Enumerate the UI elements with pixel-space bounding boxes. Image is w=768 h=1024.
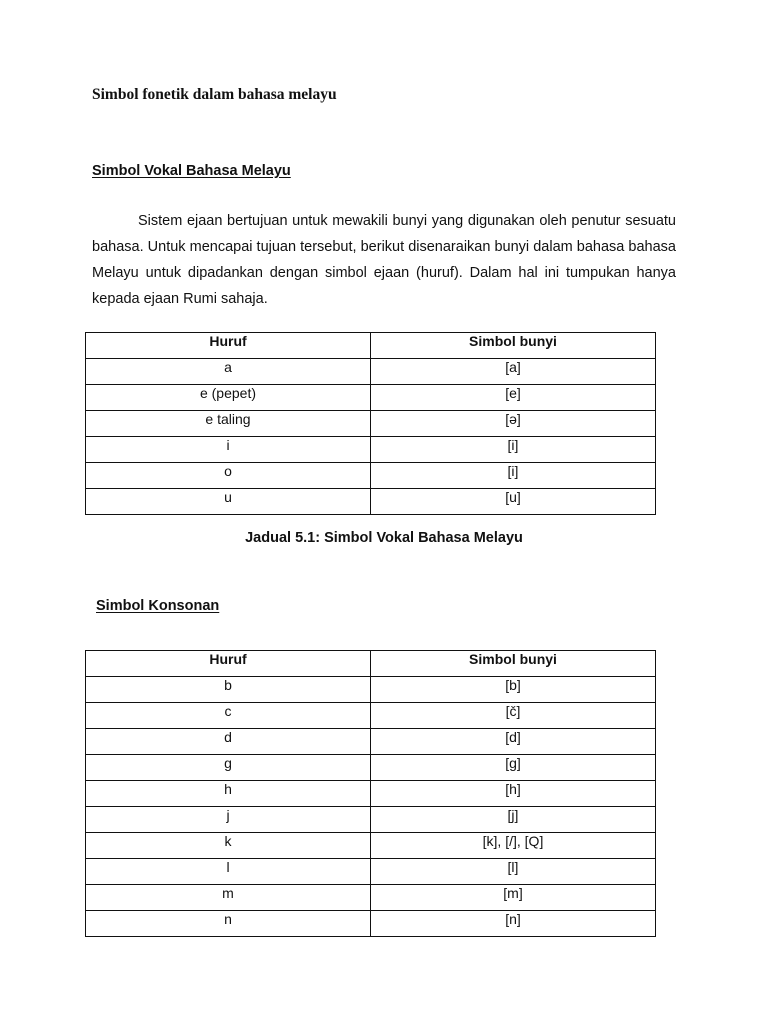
simbol-cell: [č] <box>371 703 656 729</box>
table-row <box>86 411 656 437</box>
vokal-section-heading: Simbol Vokal Bahasa Melayu <box>92 163 291 179</box>
simbol-cell: [i] <box>371 463 656 489</box>
table-row <box>86 755 656 781</box>
simbol-cell: [u] <box>371 489 656 515</box>
table-row <box>86 437 656 463</box>
simbol-cell: [d] <box>371 729 656 755</box>
huruf-cell: k <box>86 833 371 859</box>
vokal-table-header-row <box>86 333 656 359</box>
huruf-cell: o <box>86 463 371 489</box>
vokal-header-huruf: Huruf <box>86 333 371 359</box>
table-row <box>86 489 656 515</box>
huruf-cell: e taling <box>86 411 371 437</box>
simbol-cell: [a] <box>371 359 656 385</box>
simbol-cell: [b] <box>371 677 656 703</box>
konsonan-section-heading: Simbol Konsonan <box>96 598 220 614</box>
huruf-cell: l <box>86 859 371 885</box>
vokal-header-simbol: Simbol bunyi <box>371 333 656 359</box>
table-row <box>86 885 656 911</box>
simbol-cell: [j] <box>371 807 656 833</box>
simbol-cell: [k], [/], [Q] <box>371 833 656 859</box>
table-row <box>86 359 656 385</box>
simbol-cell: [l] <box>371 859 656 885</box>
table-row <box>86 677 656 703</box>
huruf-cell: b <box>86 677 371 703</box>
simbol-cell: [e] <box>371 385 656 411</box>
huruf-cell: e (pepet) <box>86 385 371 411</box>
vokal-table <box>85 332 656 515</box>
konsonan-table <box>85 650 656 937</box>
simbol-cell: [m] <box>371 885 656 911</box>
simbol-cell: [i] <box>371 437 656 463</box>
huruf-cell: d <box>86 729 371 755</box>
huruf-cell: h <box>86 781 371 807</box>
simbol-cell: [g] <box>371 755 656 781</box>
table-row <box>86 807 656 833</box>
table-row <box>86 911 656 937</box>
table-row <box>86 781 656 807</box>
table-row <box>86 833 656 859</box>
table-row <box>86 385 656 411</box>
table-row <box>86 463 656 489</box>
huruf-cell: j <box>86 807 371 833</box>
huruf-cell: n <box>86 911 371 937</box>
konsonan-header-simbol: Simbol bunyi <box>371 651 656 677</box>
vokal-table-caption: Jadual 5.1: Simbol Vokal Bahasa Melayu <box>245 530 523 546</box>
huruf-cell: i <box>86 437 371 463</box>
intro-paragraph: Sistem ejaan bertujuan untuk mewakili bunyi yang digunakan oleh penutur sesuatu bahasa. Untuk mencapai tujuan tersebut, berikut disenaraikan bunyi dalam bahasa bahasa Melayu untuk dipadankan dengan simbol ejaan (huruf). Dalam hal ini tumpukan hanya kepada ejaan Rumi sahaja. <box>92 213 676 307</box>
page-title: Simbol fonetik dalam bahasa melayu <box>92 86 337 103</box>
table-row <box>86 859 656 885</box>
table-row <box>86 703 656 729</box>
huruf-cell: g <box>86 755 371 781</box>
konsonan-header-huruf: Huruf <box>86 651 371 677</box>
huruf-cell: u <box>86 489 371 515</box>
table-row <box>86 729 656 755</box>
huruf-cell: c <box>86 703 371 729</box>
huruf-cell: a <box>86 359 371 385</box>
konsonan-table-header-row <box>86 651 656 677</box>
simbol-cell: [ə] <box>371 411 656 437</box>
simbol-cell: [n] <box>371 911 656 937</box>
simbol-cell: [h] <box>371 781 656 807</box>
huruf-cell: m <box>86 885 371 911</box>
